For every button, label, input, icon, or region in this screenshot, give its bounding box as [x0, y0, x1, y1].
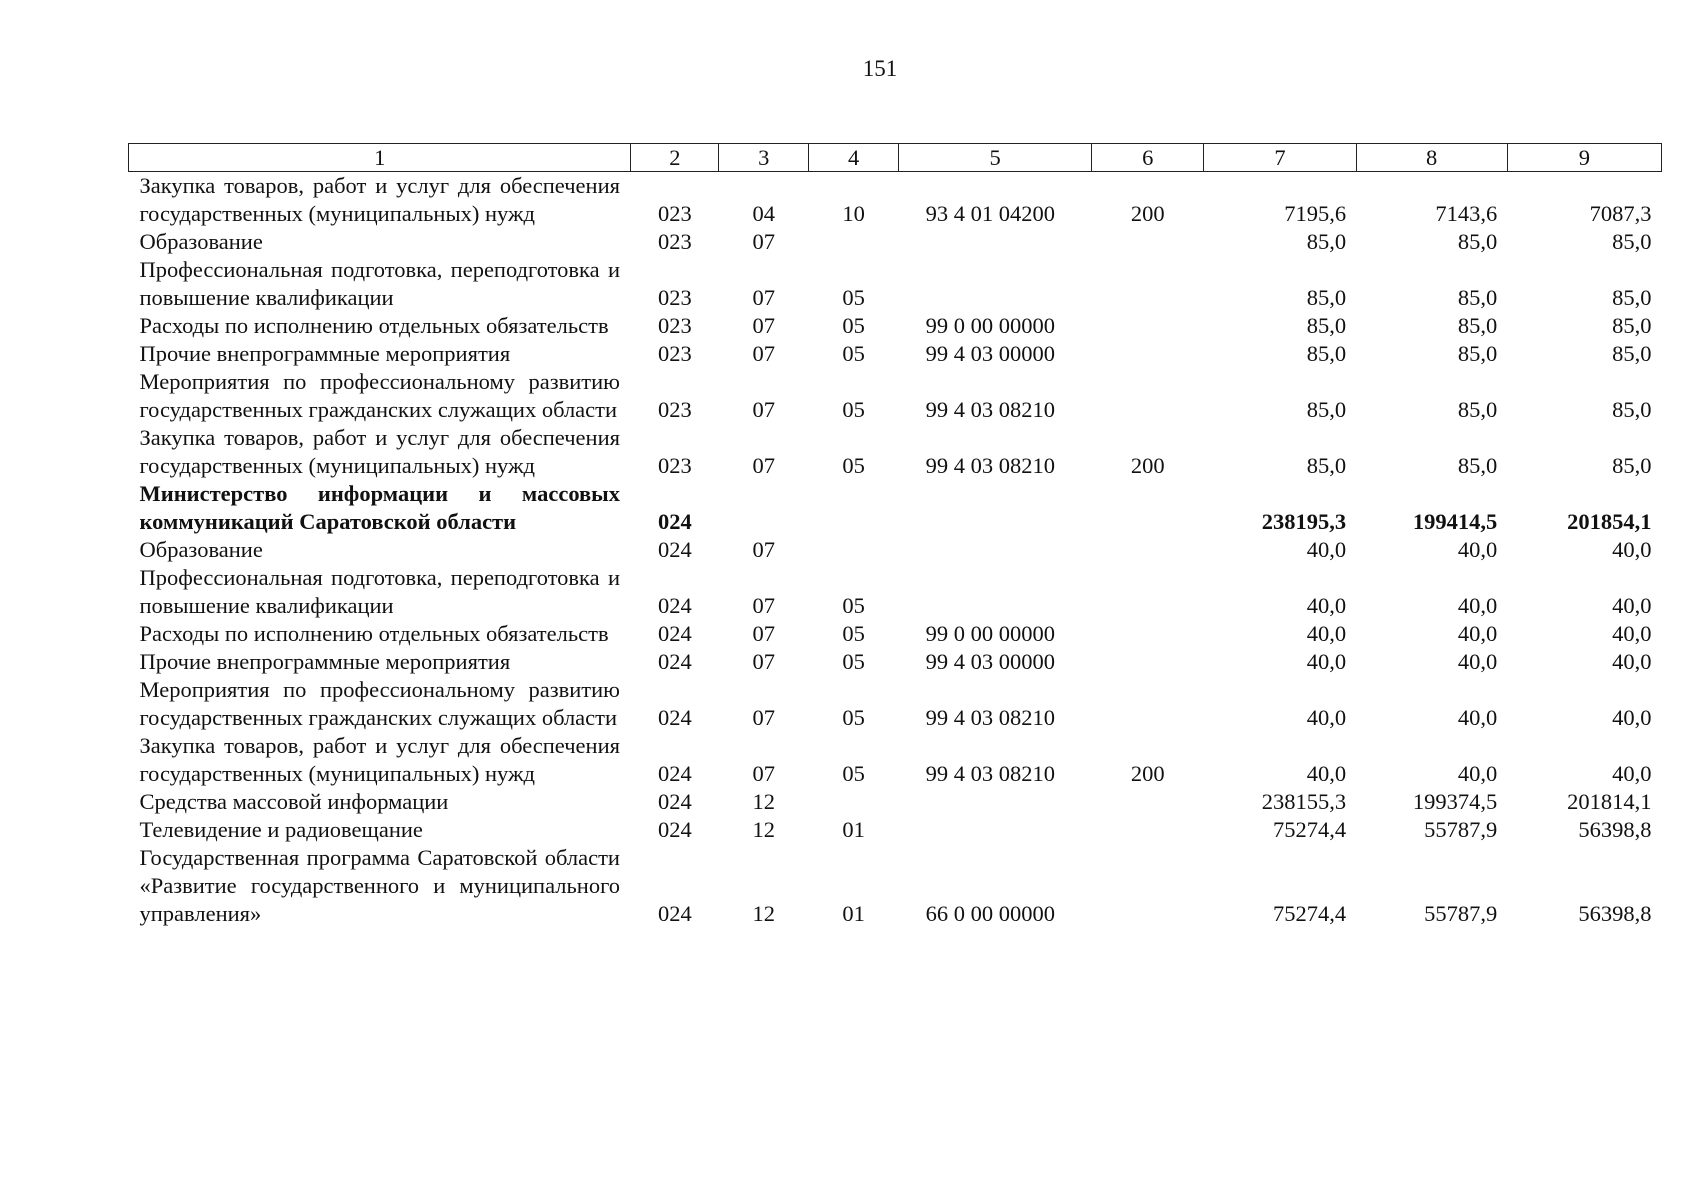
amount-col-8: 199374,5 — [1412, 789, 1498, 814]
section-code: 07 — [752, 453, 775, 478]
amount-col-7: 238155,3 — [1261, 789, 1347, 814]
amount-col-7: 40,0 — [1306, 705, 1347, 730]
table-row — [129, 536, 1662, 564]
amount-col-7: 85,0 — [1306, 285, 1347, 310]
subsection-code: 01 — [842, 817, 865, 842]
row-name: Прочие внепрограммные мероприятия — [139, 649, 511, 674]
section-code: 07 — [752, 621, 775, 646]
ministry-code: 024 — [658, 817, 692, 842]
target-article-code: 99 4 03 08210 — [925, 761, 1055, 786]
amount-col-9: 7087,3 — [1589, 201, 1652, 226]
column-header: 3 — [719, 144, 809, 172]
ministry-code: 023 — [658, 285, 692, 310]
amount-col-9: 40,0 — [1612, 649, 1652, 674]
subsection-code: 05 — [842, 761, 865, 786]
row-name: Образование — [139, 229, 263, 254]
target-article-code — [899, 564, 1092, 620]
expense-type-code — [1092, 676, 1204, 732]
expense-type-code — [1092, 312, 1204, 340]
page-number: 151 — [862, 56, 898, 81]
expense-type-code: 200 — [1130, 761, 1165, 786]
amount-col-8: 40,0 — [1457, 705, 1498, 730]
column-header: 8 — [1356, 144, 1507, 172]
target-article-code: 99 4 03 00000 — [925, 341, 1055, 366]
column-header: 9 — [1507, 144, 1661, 172]
amount-col-9: 201814,1 — [1567, 789, 1652, 814]
table-row — [129, 340, 1662, 368]
amount-col-8: 55787,9 — [1424, 901, 1498, 926]
target-article-code — [899, 816, 1092, 844]
amount-col-8: 40,0 — [1457, 537, 1498, 562]
section-code: 12 — [752, 817, 775, 842]
amount-col-7: 85,0 — [1306, 313, 1347, 338]
amount-col-9: 85,0 — [1612, 341, 1652, 366]
ministry-code: 024 — [658, 593, 692, 618]
row-name: Мероприятия по профессиональному развитию государственных гражданских служащих области — [139, 677, 620, 730]
section-code: 07 — [752, 313, 775, 338]
subsection-code: 05 — [842, 453, 865, 478]
ministry-code: 024 — [658, 621, 692, 646]
column-header: 4 — [809, 144, 899, 172]
section-code: 07 — [752, 397, 775, 422]
row-name: Прочие внепрограммные мероприятия — [139, 341, 511, 366]
table-row — [129, 648, 1662, 676]
expense-type-code — [1092, 480, 1204, 536]
amount-col-7: 85,0 — [1306, 341, 1347, 366]
table-row — [129, 228, 1662, 256]
ministry-code: 023 — [658, 313, 692, 338]
amount-col-9: 40,0 — [1612, 761, 1652, 786]
row-name: Государственная программа Саратовской области «Развитие государственного и муниципального управления» — [139, 845, 620, 926]
target-article-code: 99 4 03 08210 — [925, 453, 1055, 478]
section-code: 07 — [752, 761, 775, 786]
subsection-code: 05 — [842, 705, 865, 730]
amount-col-8: 40,0 — [1457, 761, 1498, 786]
subsection-code — [809, 480, 899, 536]
subsection-code — [809, 228, 899, 256]
expense-type-code — [1092, 340, 1204, 368]
subsection-code: 05 — [842, 593, 865, 618]
amount-col-7: 40,0 — [1306, 593, 1347, 618]
ministry-code: 024 — [658, 509, 692, 534]
table-row — [129, 480, 1662, 536]
subsection-code: 05 — [842, 313, 865, 338]
amount-col-7: 85,0 — [1306, 229, 1347, 254]
ministry-code: 024 — [658, 789, 692, 814]
ministry-code: 023 — [658, 229, 692, 254]
row-name: Мероприятия по профессиональному развитию государственных гражданских служащих области — [139, 369, 620, 422]
expense-type-code — [1092, 620, 1204, 648]
expense-type-code — [1092, 256, 1204, 312]
amount-col-7: 75274,4 — [1272, 817, 1347, 842]
expense-type-code — [1092, 368, 1204, 424]
amount-col-9: 40,0 — [1612, 621, 1652, 646]
table-row — [129, 368, 1662, 424]
table-body — [129, 172, 1662, 929]
amount-col-9: 40,0 — [1612, 705, 1652, 730]
amount-col-9: 85,0 — [1612, 313, 1652, 338]
column-header: 6 — [1092, 144, 1204, 172]
expense-type-code — [1092, 844, 1204, 928]
row-name: Профессиональная подготовка, переподготовка и повышение квалификации — [139, 257, 620, 310]
ministry-code: 024 — [658, 649, 692, 674]
amount-col-7: 7195,6 — [1284, 201, 1347, 226]
target-article-code: 66 0 00 00000 — [925, 901, 1055, 926]
subsection-code: 05 — [842, 621, 865, 646]
amount-col-9: 40,0 — [1612, 537, 1652, 562]
subsection-code: 05 — [842, 341, 865, 366]
subsection-code: 01 — [842, 901, 865, 926]
expense-type-code — [1092, 228, 1204, 256]
target-article-code — [899, 256, 1092, 312]
subsection-code: 05 — [842, 649, 865, 674]
row-name: Закупка товаров, работ и услуг для обеспечения государственных (муниципальных) нужд — [139, 173, 620, 226]
amount-col-7: 40,0 — [1306, 649, 1347, 674]
amount-col-8: 85,0 — [1457, 229, 1498, 254]
table-row — [129, 564, 1662, 620]
row-name: Профессиональная подготовка, переподготовка и повышение квалификации — [139, 565, 620, 618]
table-row — [129, 620, 1662, 648]
table-row — [129, 312, 1662, 340]
subsection-code: 10 — [842, 201, 865, 226]
amount-col-9: 56398,8 — [1578, 901, 1652, 926]
row-name: Образование — [139, 537, 263, 562]
section-code: 12 — [752, 901, 775, 926]
amount-col-9: 201854,1 — [1567, 509, 1652, 534]
amount-col-9: 85,0 — [1612, 453, 1652, 478]
target-article-code: 99 4 03 08210 — [925, 397, 1055, 422]
ministry-code: 023 — [658, 397, 692, 422]
section-code: 07 — [752, 705, 775, 730]
section-code: 07 — [752, 593, 775, 618]
amount-col-7: 40,0 — [1306, 537, 1347, 562]
amount-col-9: 85,0 — [1612, 229, 1652, 254]
amount-col-7: 75274,4 — [1272, 901, 1347, 926]
table-row — [129, 424, 1662, 480]
amount-col-9: 56398,8 — [1578, 817, 1652, 842]
section-code: 07 — [752, 341, 775, 366]
target-article-code: 93 4 01 04200 — [925, 201, 1055, 226]
expense-type-code — [1092, 564, 1204, 620]
row-name: Средства массовой информации — [139, 789, 449, 814]
table-row — [129, 844, 1662, 928]
subsection-code: 05 — [842, 285, 865, 310]
column-header: 7 — [1204, 144, 1356, 172]
expense-type-code — [1092, 816, 1204, 844]
table-row — [129, 256, 1662, 312]
subsection-code: 05 — [842, 397, 865, 422]
amount-col-8: 40,0 — [1457, 621, 1498, 646]
expense-type-code — [1092, 536, 1204, 564]
amount-col-8: 55787,9 — [1424, 817, 1498, 842]
amount-col-7: 85,0 — [1306, 397, 1347, 422]
expense-type-code: 200 — [1130, 201, 1165, 226]
amount-col-8: 85,0 — [1457, 341, 1498, 366]
target-article-code: 99 4 03 08210 — [925, 705, 1055, 730]
ministry-code: 023 — [658, 201, 692, 226]
header-row — [129, 144, 1662, 172]
section-code: 07 — [752, 229, 775, 254]
amount-col-8: 85,0 — [1457, 313, 1498, 338]
column-header: 5 — [899, 144, 1092, 172]
expense-type-code: 200 — [1130, 453, 1165, 478]
amount-col-7: 40,0 — [1306, 761, 1347, 786]
ministry-code: 023 — [658, 453, 692, 478]
amount-col-7: 40,0 — [1306, 621, 1347, 646]
row-name: Министерство информации и массовых коммуникаций Саратовской области — [139, 481, 620, 534]
table-row — [129, 816, 1662, 844]
amount-col-9: 85,0 — [1612, 397, 1652, 422]
section-code: 07 — [752, 537, 775, 562]
ministry-code: 024 — [658, 901, 692, 926]
budget-table — [128, 143, 1662, 928]
target-article-code: 99 0 00 00000 — [925, 313, 1055, 338]
amount-col-8: 199414,5 — [1412, 509, 1498, 534]
row-name: Закупка товаров, работ и услуг для обеспечения государственных (муниципальных) нужд — [139, 425, 620, 478]
subsection-code — [809, 788, 899, 816]
row-name: Закупка товаров, работ и услуг для обеспечения государственных (муниципальных) нужд — [139, 733, 620, 786]
table-row — [129, 732, 1662, 788]
amount-col-8: 85,0 — [1457, 453, 1498, 478]
amount-col-8: 85,0 — [1457, 285, 1498, 310]
target-article-code — [899, 480, 1092, 536]
subsection-code — [809, 536, 899, 564]
section-code: 07 — [752, 649, 775, 674]
amount-col-7: 238195,3 — [1261, 509, 1347, 534]
target-article-code — [899, 536, 1092, 564]
row-name: Телевидение и радиовещание — [139, 817, 423, 842]
expense-type-code — [1092, 648, 1204, 676]
row-name: Расходы по исполнению отдельных обязательств — [139, 313, 609, 338]
table-row — [129, 676, 1662, 732]
target-article-code: 99 0 00 00000 — [925, 621, 1055, 646]
amount-col-8: 85,0 — [1457, 397, 1498, 422]
ministry-code: 023 — [658, 341, 692, 366]
amount-col-7: 85,0 — [1306, 453, 1347, 478]
column-header: 2 — [631, 144, 719, 172]
column-header: 1 — [129, 144, 631, 172]
ministry-code: 024 — [658, 705, 692, 730]
target-article-code — [899, 788, 1092, 816]
section-code: 04 — [752, 201, 775, 226]
amount-col-8: 7143,6 — [1435, 201, 1498, 226]
amount-col-8: 40,0 — [1457, 649, 1498, 674]
target-article-code: 99 4 03 00000 — [925, 649, 1055, 674]
row-name: Расходы по исполнению отдельных обязательств — [139, 621, 609, 646]
table-row — [129, 788, 1662, 816]
amount-col-9: 85,0 — [1612, 285, 1652, 310]
ministry-code: 024 — [658, 537, 692, 562]
ministry-code: 024 — [658, 761, 692, 786]
section-code: 07 — [752, 285, 775, 310]
amount-col-8: 40,0 — [1457, 593, 1498, 618]
table-row — [129, 172, 1662, 229]
section-code: 12 — [752, 789, 775, 814]
section-code — [719, 480, 809, 536]
target-article-code — [899, 228, 1092, 256]
expense-type-code — [1092, 788, 1204, 816]
amount-col-9: 40,0 — [1612, 593, 1652, 618]
